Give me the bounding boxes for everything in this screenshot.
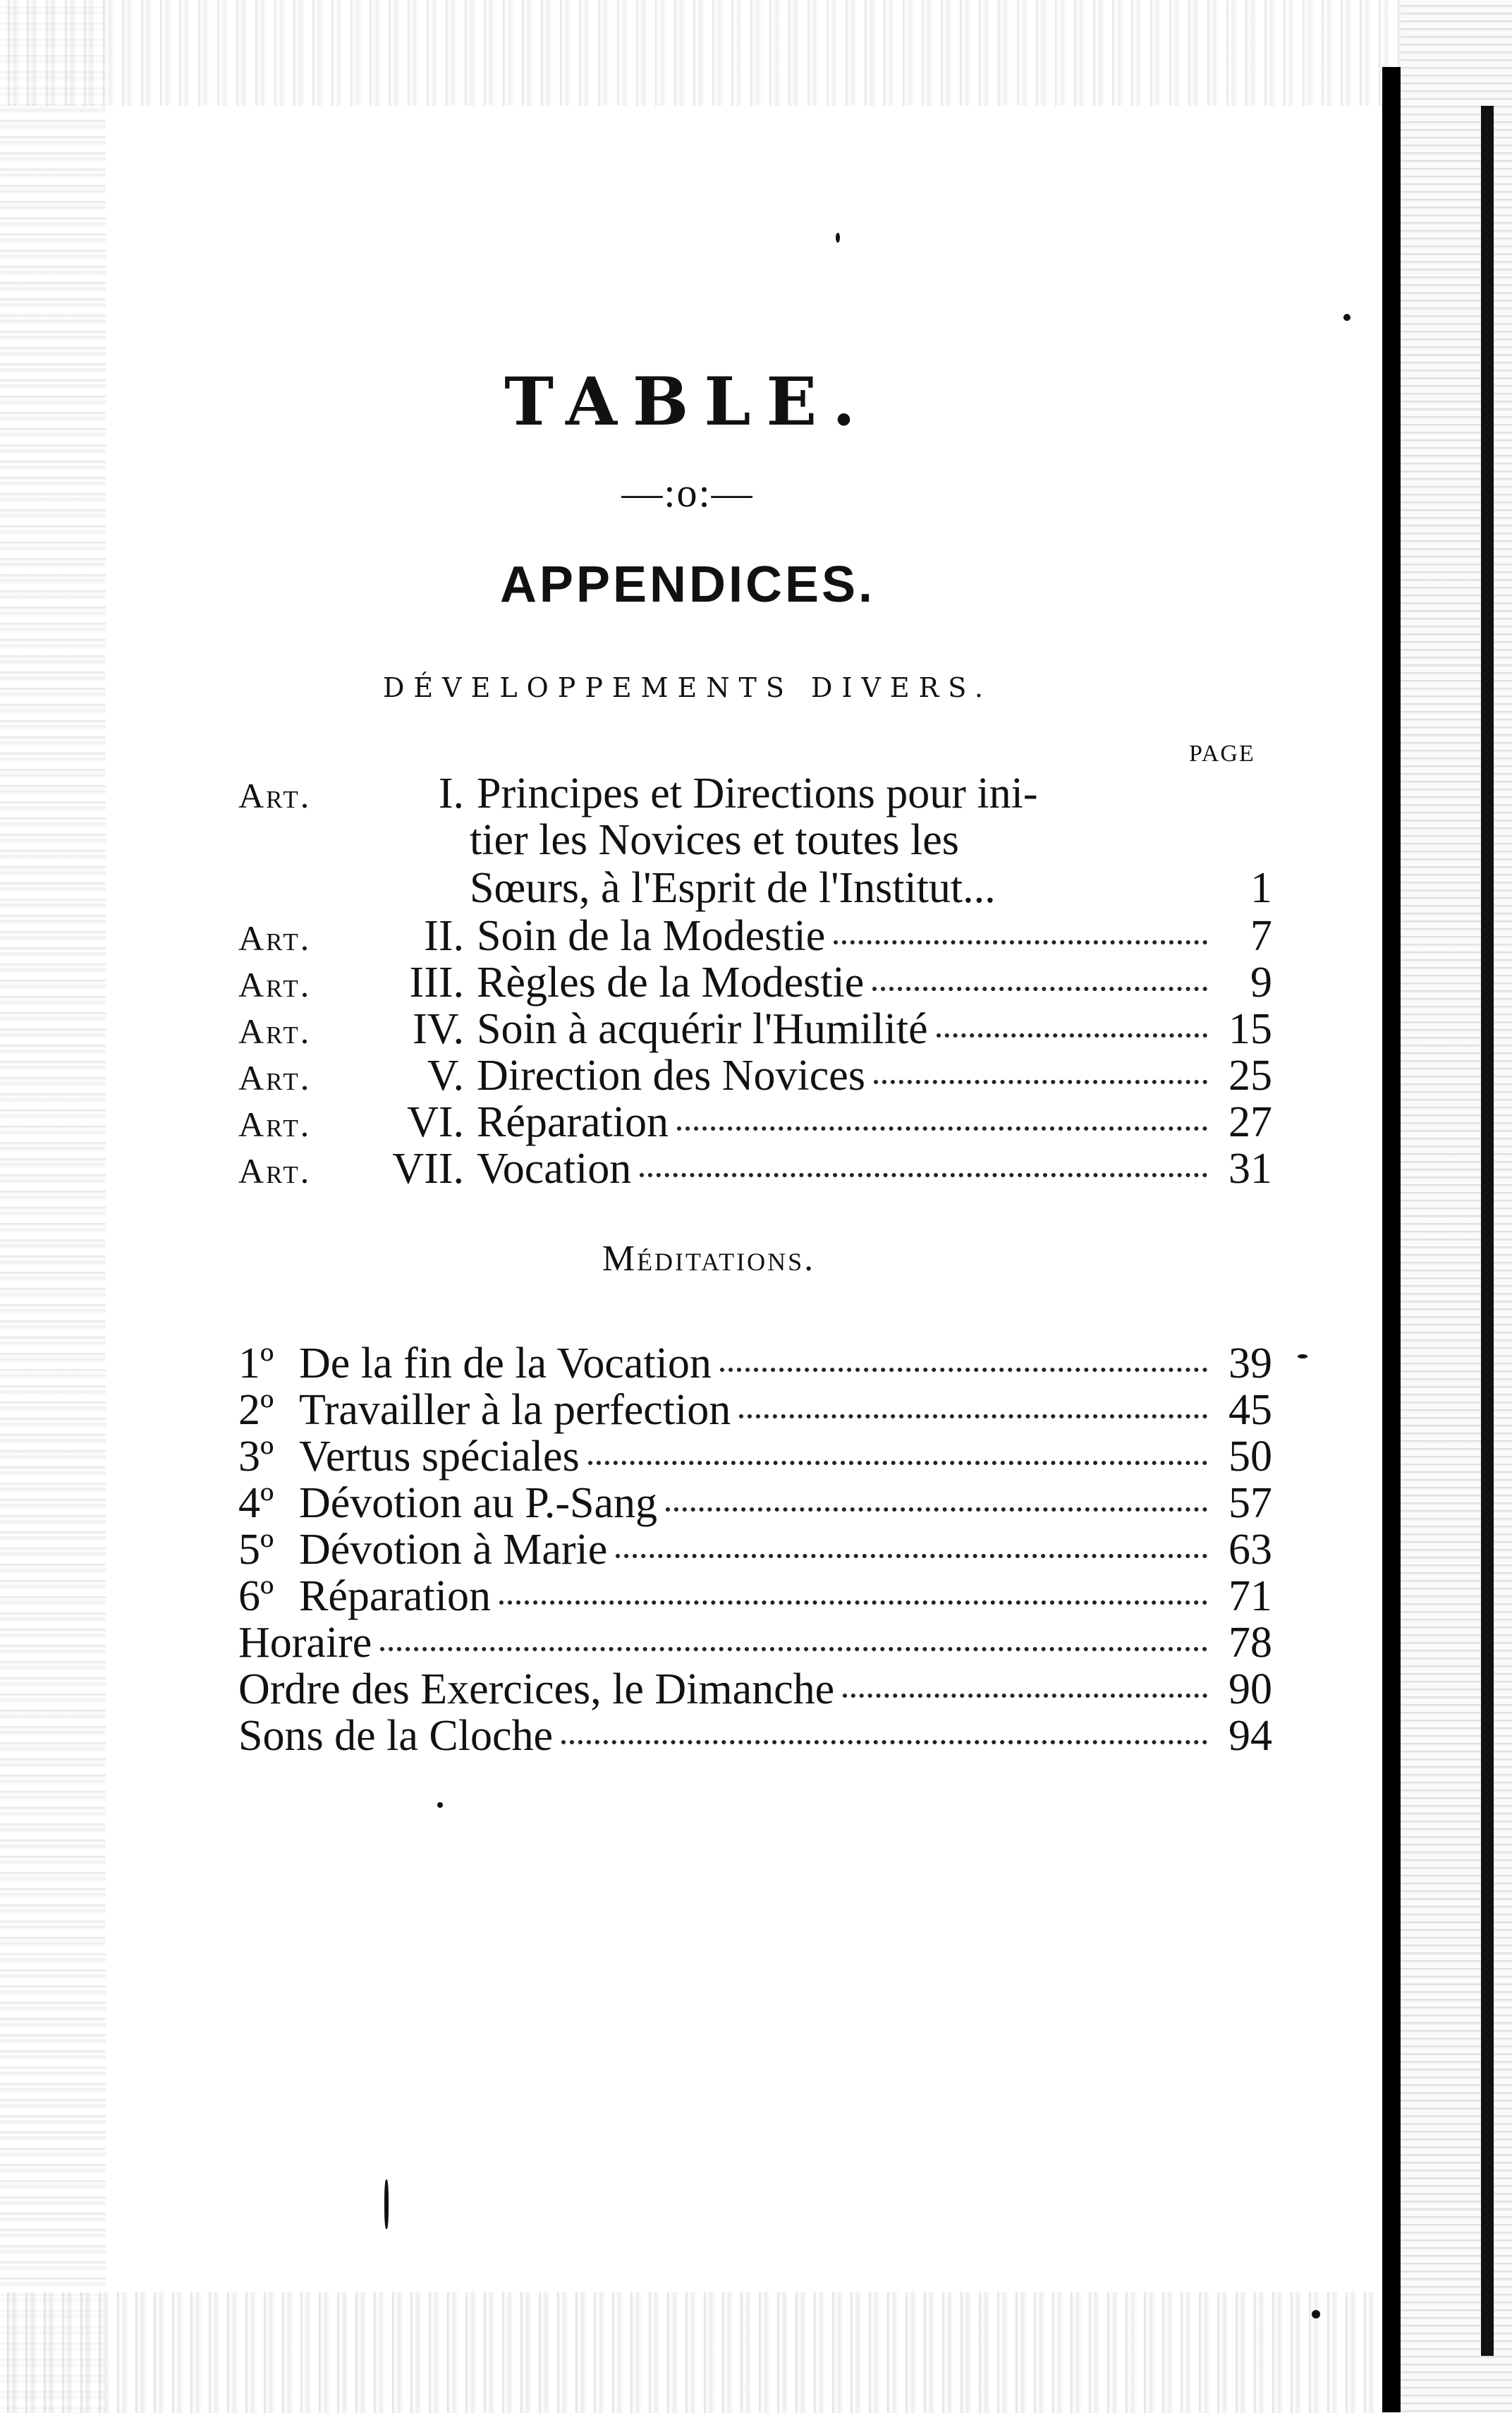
article-title-line-3: Sœurs, à l'Esprit de l'Institut... <box>470 864 996 912</box>
dot-leader <box>937 1033 1207 1038</box>
page-number: 63 <box>1228 1526 1272 1574</box>
dot-leader <box>874 1080 1207 1084</box>
entry-title: Ordre des Exercices, le Dimanche <box>238 1665 835 1713</box>
toc-meditation-4[interactable] <box>238 1478 1272 1526</box>
page-number: 39 <box>1228 1339 1272 1387</box>
page-number: 7 <box>1250 912 1272 960</box>
meditation-number: 2º <box>238 1386 274 1434</box>
page-number: 25 <box>1228 1052 1272 1100</box>
article-label: Art. <box>238 1011 312 1051</box>
article-label: Art. <box>238 965 312 1004</box>
page-column-label: PAGE <box>1189 741 1255 767</box>
article-title-line-2: tier les Novices et toutes les <box>470 816 959 864</box>
article-label: Art. <box>238 1058 312 1098</box>
page-number: 9 <box>1250 959 1272 1007</box>
toc-meditation-2[interactable] <box>238 1385 1272 1433</box>
toc-meditation-6[interactable] <box>238 1572 1272 1619</box>
toc-article-1-last-line <box>470 863 1272 911</box>
page-number: 90 <box>1228 1665 1272 1713</box>
article-title: Règles de la Modestie <box>477 959 865 1007</box>
meditation-title: Vertus spéciales <box>299 1433 580 1481</box>
scan-speck <box>1343 314 1351 321</box>
toc-article-5[interactable] <box>238 1051 1272 1099</box>
dot-leader <box>720 1368 1207 1372</box>
scan-noise-left <box>0 0 106 2413</box>
toc-article-2[interactable] <box>238 911 1272 959</box>
page-number: 57 <box>1228 1479 1272 1527</box>
article-title-line-1: Principes et Directions pour ini- <box>477 770 1038 817</box>
toc-meditation-5[interactable] <box>238 1525 1272 1573</box>
meditation-number: 1º <box>238 1339 274 1387</box>
section-heading: APPENDICES. <box>499 557 876 613</box>
scan-noise-top <box>0 0 1403 106</box>
page-number: 15 <box>1228 1005 1272 1053</box>
article-title: Soin de la Modestie <box>477 912 826 960</box>
article-title: Réparation <box>477 1098 669 1146</box>
article-number: VII. <box>392 1145 464 1193</box>
page-number: 27 <box>1228 1098 1272 1146</box>
dot-leader <box>843 1694 1207 1698</box>
dot-leader <box>380 1647 1207 1651</box>
meditation-title: De la fin de la Vocation <box>299 1339 712 1387</box>
article-label: Art. <box>238 776 312 815</box>
page-number: 45 <box>1228 1386 1272 1434</box>
article-title: Direction des Novices <box>477 1052 865 1100</box>
article-number: V. <box>427 1052 464 1100</box>
page-number: 71 <box>1228 1572 1272 1620</box>
title-ornament: —:o:— <box>621 470 754 516</box>
toc-ordre-des-exercices[interactable] <box>238 1665 1272 1713</box>
scan-noise-bottom <box>0 2292 1403 2413</box>
page-number: 1 <box>1250 864 1272 912</box>
dot-leader <box>666 1507 1207 1512</box>
toc-meditation-3[interactable] <box>238 1432 1272 1480</box>
page-number: 94 <box>1228 1712 1272 1760</box>
toc-meditation-1[interactable] <box>238 1339 1272 1387</box>
article-number: II. <box>424 912 464 960</box>
meditation-number: 4º <box>238 1479 274 1527</box>
meditation-title: Dévotion au P.-Sang <box>299 1479 658 1527</box>
meditation-number: 3º <box>238 1433 274 1481</box>
meditation-number: 6º <box>238 1572 274 1620</box>
article-number: III. <box>409 959 464 1007</box>
toc-article-3[interactable] <box>238 958 1272 1006</box>
article-label: Art. <box>238 1105 312 1144</box>
article-title: Soin à acquérir l'Humilité <box>477 1005 928 1053</box>
meditation-number: 5º <box>238 1526 274 1574</box>
page-number: 78 <box>1228 1619 1272 1667</box>
page-number: 31 <box>1228 1145 1272 1193</box>
adjacent-page-edge <box>1401 0 1512 2413</box>
toc-article-4[interactable] <box>238 1004 1272 1052</box>
page-number: 50 <box>1228 1433 1272 1481</box>
dot-leader <box>872 987 1207 991</box>
dot-leader <box>677 1126 1207 1131</box>
dot-leader <box>588 1461 1207 1465</box>
toc-article-6[interactable] <box>238 1098 1272 1145</box>
scan-speck <box>1298 1354 1307 1359</box>
dot-leader <box>616 1554 1207 1558</box>
toc-article-7[interactable] <box>238 1144 1272 1192</box>
subsection-heading: DÉVELOPPEMENTS DIVERS. <box>382 672 993 703</box>
toc-sons-de-la-cloche[interactable] <box>238 1711 1272 1759</box>
dot-leader <box>834 940 1207 944</box>
meditation-title: Réparation <box>299 1572 492 1620</box>
article-number: I. <box>438 770 464 817</box>
entry-title: Sons de la Cloche <box>238 1712 553 1760</box>
dot-leader <box>640 1173 1207 1177</box>
article-number: IV. <box>413 1005 464 1053</box>
scan-speck <box>384 2180 389 2229</box>
scan-speck <box>437 1802 443 1808</box>
toc-horaire[interactable] <box>238 1618 1272 1666</box>
meditations-heading: Méditations. <box>602 1239 816 1279</box>
meditation-title: Travailler à la perfection <box>299 1386 731 1434</box>
toc-article-1[interactable] <box>238 769 1272 817</box>
article-title: Vocation <box>477 1145 632 1193</box>
dot-leader <box>739 1414 1207 1418</box>
dot-leader <box>499 1600 1207 1605</box>
entry-title: Horaire <box>238 1619 372 1667</box>
scan-speck <box>836 233 840 243</box>
article-number: VI. <box>407 1098 464 1146</box>
article-label: Art. <box>238 918 312 958</box>
meditation-title: Dévotion à Marie <box>299 1526 608 1574</box>
dot-leader <box>561 1740 1207 1744</box>
adjacent-page-rule <box>1481 106 1494 2356</box>
page-title: TABLE. <box>504 363 871 441</box>
article-label: Art. <box>238 1151 312 1191</box>
scan-speck <box>1312 2310 1320 2318</box>
